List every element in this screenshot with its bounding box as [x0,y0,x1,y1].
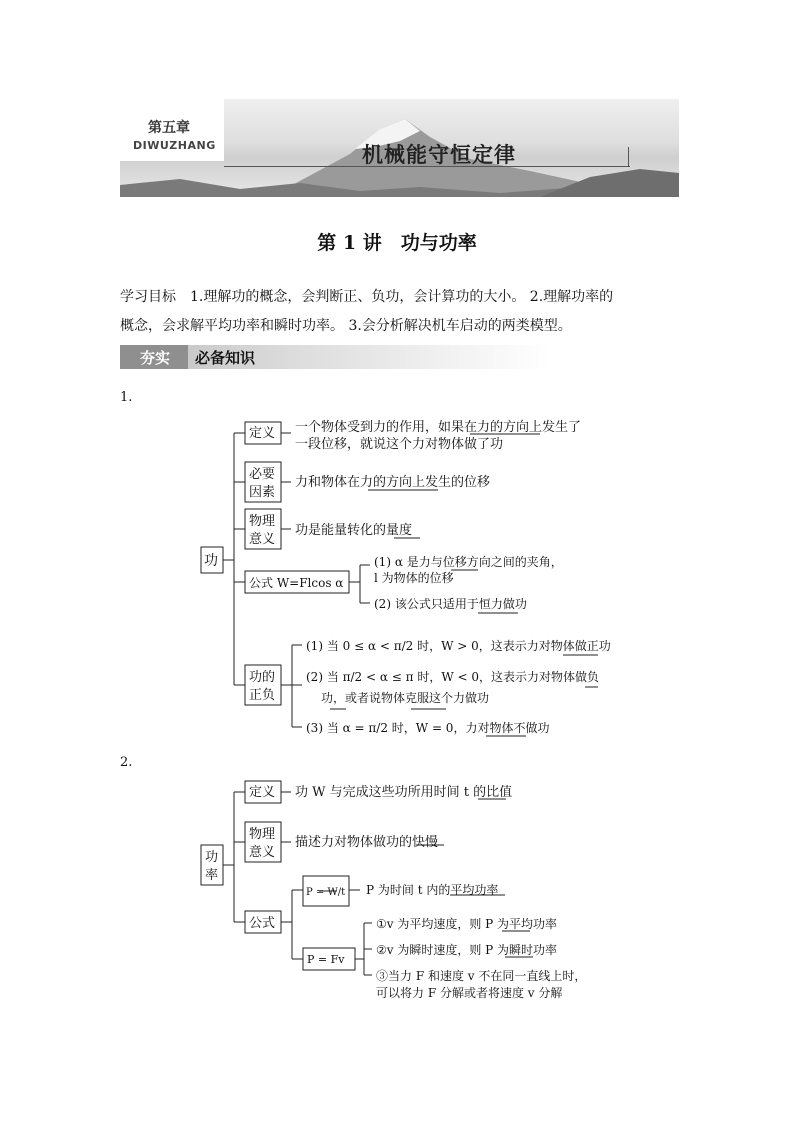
work-concept-map [0,405,794,745]
power-definition-text: 功 W 与完成这些功所用时间 t 的比值 [295,785,513,800]
sign-label-line-1: 功的 [249,670,276,685]
power-meaning-label-2: 意义 [249,845,276,860]
diagram-1-number: 1. [120,390,133,405]
definition-text-line-1: 一个物体受到力的作用，如果在力的方向上发生了 [295,420,582,435]
section-header [120,345,550,369]
chapter-title: 机械能守恒定律 [362,143,516,167]
learning-goals-line-2: 概念，会求解平均功率和瞬时功率。 3.会分析解决机车启动的两类模型。 [120,318,572,334]
instant-power-note-2: ②v 为瞬时速度，则 P 为瞬时功率 [376,943,558,957]
sign-label-line-2: 正负 [249,688,276,703]
average-power-note: P 为时间 t 内的平均功率 [366,883,499,897]
title-tick [628,147,629,167]
power-root-label-1: 功 [205,850,219,865]
power-meaning-label-1: 物理 [249,827,276,842]
chapter-number: 第五章 [148,120,190,136]
power-meaning-text: 描述力对物体做功的快慢 [295,835,439,850]
sign-case-2b: 功，或者说物体克服这个力做功 [321,691,490,705]
diagram-2-number: 2. [120,755,133,770]
factors-text: 力和物体在力的方向上发生的位移 [295,475,491,490]
sign-case-2a: (2) 当 π/2 < α ≤ π 时，W < 0，这表示力对物体做负 [306,670,600,684]
meaning-label-line-1: 物理 [249,514,276,529]
meaning-text: 功是能量转化的量度 [295,523,413,538]
power-formula-label: 公式 [249,916,276,931]
sign-case-1: (1) 当 0 ≤ α < π/2 时，W > 0，这表示力对物体做正功 [306,639,611,653]
section-title: 必备知识 [195,349,256,367]
average-power-formula: P = W/t [306,887,346,898]
chapter-banner [120,99,679,197]
learning-goals [120,283,680,341]
definition-text-line-2: 一段位移，就说这个力对物体做了功 [295,437,504,452]
power-definition-label: 定义 [249,785,276,800]
meaning-label-line-2: 意义 [249,532,276,547]
formula-note-2: (2) 该公式只适用于恒力做功 [374,597,527,611]
formula-note-1b: l 为物体的位移 [374,571,454,585]
definition-label: 定义 [249,426,276,441]
learning-goals-line-1: 学习目标 1.理解功的概念，会判断正、负功，会计算功的大小。 2.理解功率的 [120,289,614,305]
instant-power-note-3a: ③当力 F 和速度 v 不在同一直线上时， [376,969,587,983]
section-tag: 夯实 [140,349,171,367]
instant-power-note-3b: 可以将力 F 分解或者将速度 v 分解 [376,986,563,1000]
factors-label-line-1: 必要 [249,467,276,482]
formula-label: 公式 W=Flcos α [249,576,344,590]
work-root-label: 功 [204,553,218,569]
instant-power-formula: P = Fv [307,953,345,966]
factors-label-line-2: 因素 [249,485,276,500]
chapter-pinyin: DIWUZHANG [133,139,216,152]
lecture-title: 第 1 讲 功与功率 [317,232,477,254]
instant-power-note-1: ①v 为平均速度，则 P 为平均功率 [376,917,558,931]
sign-case-3: (3) 当 α = π/2 时，W = 0，力对物体不做功 [306,721,550,735]
power-concept-map [0,775,794,1005]
power-root-label-2: 率 [205,868,219,883]
formula-note-1a: (1) α 是力与位移方向之间的夹角， [374,555,563,569]
